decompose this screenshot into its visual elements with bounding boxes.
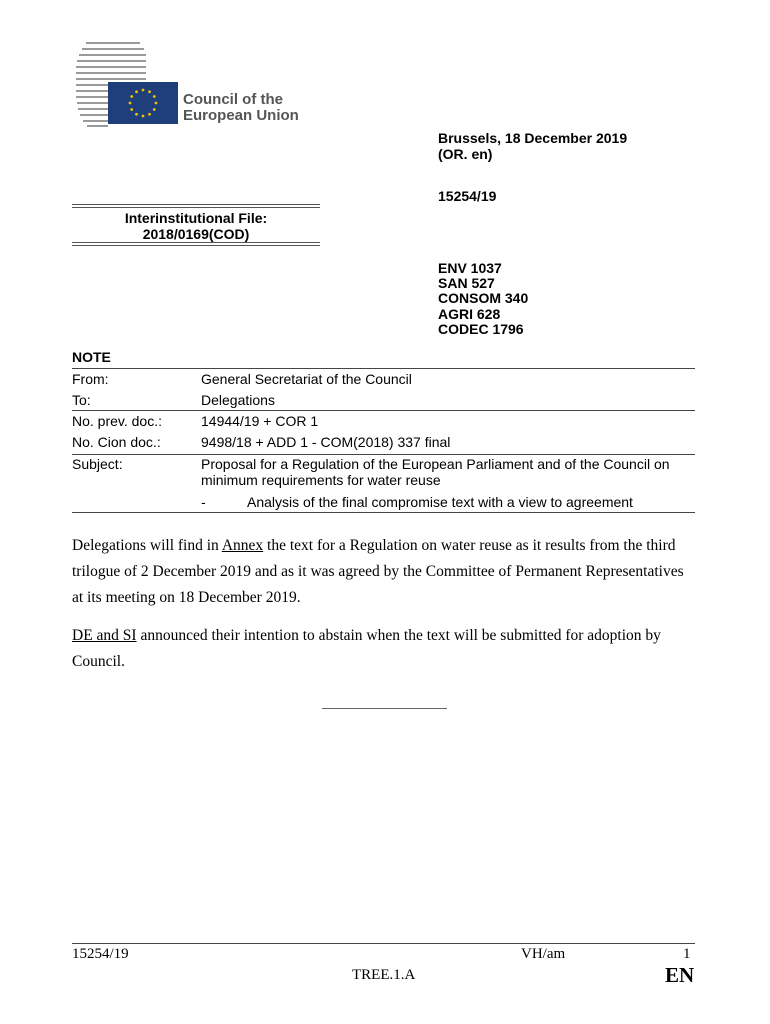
flag-star-icon bbox=[130, 95, 133, 98]
flag-star-icon bbox=[129, 102, 132, 105]
interinstitutional-label: Interinstitutional File: bbox=[124, 210, 268, 226]
meta-row-cion-doc bbox=[72, 432, 695, 453]
footer-page-number: 1 bbox=[683, 946, 691, 962]
meta-label: No. Cion doc.: bbox=[72, 434, 161, 450]
body-text: Delegations will find in bbox=[72, 537, 222, 554]
meta-row-prev-doc bbox=[72, 411, 695, 432]
interinstitutional-file-box bbox=[72, 204, 320, 246]
logo-text bbox=[183, 92, 299, 123]
subject-dash: - bbox=[201, 494, 206, 510]
subject-item: Analysis of the final compromise text with a view to agreement bbox=[247, 494, 633, 510]
flag-star-icon bbox=[135, 113, 138, 116]
language-mark: EN bbox=[665, 963, 695, 987]
logo-stripes-upper-icon bbox=[106, 40, 146, 82]
code-item: AGRI 628 bbox=[438, 305, 501, 322]
code-item: ENV 1037 bbox=[438, 260, 502, 276]
document-number: 15254/19 bbox=[438, 188, 497, 204]
flag-star-icon bbox=[153, 95, 156, 98]
body-text: the text for a Regulation on water reuse as it results from the third trilogue of 2 December 2019 and as it was agreed by the Committee of Permanent Representatives at its meeting on 18 December 2019. bbox=[72, 537, 684, 606]
flag-star-icon bbox=[135, 90, 138, 93]
flag-star-icon bbox=[130, 108, 133, 111]
header-date-block bbox=[438, 131, 627, 162]
flag-star-icon bbox=[148, 90, 151, 93]
body-text: announced their intention to abstain when the text will be submitted for adoption by Council. bbox=[72, 627, 661, 670]
flag-star-icon bbox=[148, 113, 151, 116]
meta-label: No. prev. doc.: bbox=[72, 413, 163, 429]
eu-flag-icon bbox=[108, 82, 178, 124]
divider bbox=[72, 512, 695, 513]
meta-value: General Secretariat of the Council bbox=[201, 371, 412, 387]
footer-initials: VH/am bbox=[521, 946, 566, 962]
body-paragraph-1 bbox=[72, 533, 698, 611]
original-language: (OR. en) bbox=[438, 145, 493, 162]
end-separator bbox=[322, 708, 447, 709]
flag-star-icon bbox=[153, 108, 156, 111]
footer-unit: TREE.1.A bbox=[352, 967, 416, 983]
code-item: SAN 527 bbox=[438, 275, 495, 292]
meta-row-to bbox=[72, 390, 695, 411]
footer-doc-number: 15254/19 bbox=[72, 946, 129, 962]
meta-label: From: bbox=[72, 371, 109, 387]
note-title: NOTE bbox=[72, 349, 111, 365]
divider bbox=[72, 454, 695, 455]
logo-line-1: Council of the bbox=[183, 91, 283, 108]
meta-value: 9498/18 + ADD 1 - COM(2018) 337 final bbox=[201, 434, 451, 450]
annex-link[interactable]: Annex bbox=[221, 537, 264, 554]
council-logo bbox=[76, 40, 316, 130]
code-item: CODEC 1796 bbox=[438, 320, 524, 337]
subject-label: Subject: bbox=[72, 456, 123, 472]
logo-line-2: European Union bbox=[183, 106, 299, 124]
subject-text: Proposal for a Regulation of the European Parliament and of the Council on minimum requirements for water reuse bbox=[201, 456, 670, 488]
body-paragraph-2 bbox=[72, 623, 698, 675]
note-meta-table bbox=[72, 369, 695, 411]
flag-star-icon bbox=[155, 102, 158, 105]
interinstitutional-file: 2018/0169(COD) bbox=[142, 226, 250, 242]
meta-value: 14944/19 + COR 1 bbox=[201, 413, 319, 429]
flag-star-icon bbox=[142, 115, 145, 118]
meta-value: Delegations bbox=[201, 392, 275, 408]
footer-divider bbox=[72, 943, 695, 944]
flag-star-icon bbox=[142, 89, 145, 92]
member-states-ref: DE and SI bbox=[72, 627, 137, 644]
place-date: Brussels, 18 December 2019 bbox=[438, 130, 628, 146]
meta-row-from bbox=[72, 369, 695, 390]
code-item: CONSOM 340 bbox=[438, 290, 529, 307]
classification-codes bbox=[438, 261, 528, 337]
meta-label: To: bbox=[72, 392, 91, 408]
note-meta-table-2 bbox=[72, 411, 695, 453]
